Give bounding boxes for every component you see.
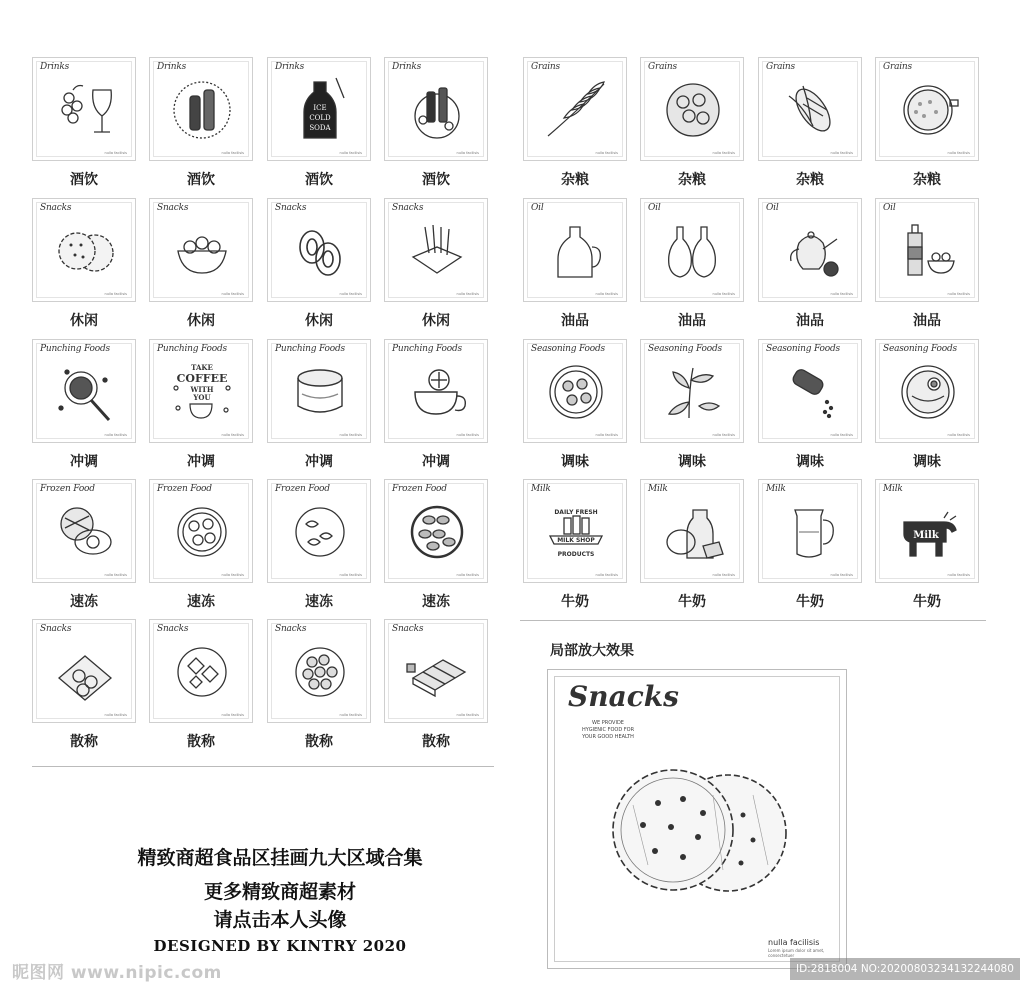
card-category: Drinks <box>40 62 70 72</box>
card-label: 冲调 <box>305 454 333 470</box>
zoom-brand: Snacks <box>568 680 679 713</box>
card-footer: nulla facilisis <box>339 433 362 437</box>
card-category: Frozen Food <box>392 484 447 494</box>
card-label: 油品 <box>678 313 706 329</box>
card-label: 调味 <box>913 454 941 470</box>
card-illustration <box>168 76 236 144</box>
card-category: Punching Foods <box>392 344 462 354</box>
coffee-text-1: TAKE <box>191 363 213 372</box>
card-footer: nulla facilisis <box>221 573 244 577</box>
card-illustration <box>777 498 845 566</box>
card-footer: nulla facilisis <box>947 151 970 155</box>
caption-line1: 精致商超食品区挂画九大区域合集 <box>137 847 423 869</box>
card-illustration <box>51 498 119 566</box>
card-footer: nulla facilisis <box>595 433 618 437</box>
card-category: Oil <box>766 203 779 213</box>
card-category: Frozen Food <box>40 484 95 494</box>
card-footer: nulla facilisis <box>947 292 970 296</box>
divider-right <box>520 620 986 621</box>
card-illustration <box>894 498 962 566</box>
card-category: Punching Foods <box>40 344 110 354</box>
ice-text-2: COLD <box>309 114 331 122</box>
caption-line4: DESIGNED BY KINTRY 2020 <box>153 937 407 955</box>
zoom-footer-title: nulla facilisis <box>768 938 820 947</box>
zoom-tagline-3: YOUR GOOD HEALTH <box>582 734 634 740</box>
poster-card-2-3 <box>384 339 488 443</box>
card-label: 散称 <box>187 734 215 750</box>
card-footer: nulla facilisis <box>595 151 618 155</box>
card-category: Punching Foods <box>157 344 227 354</box>
card-footer: nulla facilisis <box>456 713 479 717</box>
card-label: 散称 <box>70 734 98 750</box>
card-footer: nulla facilisis <box>830 292 853 296</box>
card-illustration <box>403 76 471 144</box>
poster-card-7-2 <box>758 339 862 443</box>
card-label: 油品 <box>561 313 589 329</box>
watermark-right: ID:2818004 NO:20200803234132244080 <box>790 958 1020 980</box>
card-illustration <box>777 358 845 426</box>
card-footer: nulla facilisis <box>104 713 127 717</box>
zoom-title: 局部放大效果 <box>550 643 634 659</box>
milkshop-text-3: PRODUCTS <box>557 551 595 558</box>
card-category: Oil <box>531 203 544 213</box>
card-footer: nulla facilisis <box>104 573 127 577</box>
ice-text-1: ICE <box>313 104 327 112</box>
card-illustration <box>542 358 610 426</box>
card-footer: nulla facilisis <box>712 292 735 296</box>
caption-line2: 更多精致商超素材 <box>203 881 356 903</box>
poster-card-6-0 <box>523 198 627 302</box>
card-label: 速冻 <box>305 594 333 610</box>
poster-card-5-1 <box>640 57 744 161</box>
card-illustration <box>168 217 236 285</box>
poster-card-5-0 <box>523 57 627 161</box>
card-footer: nulla facilisis <box>456 292 479 296</box>
coffee-text-4: YOU <box>193 393 211 402</box>
card-category: Frozen Food <box>157 484 212 494</box>
card-category: Snacks <box>157 624 189 634</box>
card-illustration <box>286 358 354 426</box>
caption-line3: 请点击本人头像 <box>213 909 347 931</box>
card-label: 速冻 <box>422 594 450 610</box>
card-category: Milk <box>766 484 786 494</box>
poster-card-6-3 <box>875 198 979 302</box>
card-category: Grains <box>883 62 912 72</box>
card-category: Snacks <box>157 203 189 213</box>
card-footer: nulla facilisis <box>221 292 244 296</box>
card-illustration <box>286 76 354 144</box>
poster-card-1-0 <box>32 198 136 302</box>
card-illustration <box>894 76 962 144</box>
card-illustration <box>51 638 119 706</box>
card-category: Oil <box>648 203 661 213</box>
divider-left <box>32 766 494 767</box>
poster-card-0-2 <box>267 57 371 161</box>
card-category: Seasoning Foods <box>883 344 957 354</box>
card-label: 杂粮 <box>796 172 824 188</box>
poster-card-0-3 <box>384 57 488 161</box>
card-label: 酒饮 <box>422 172 450 188</box>
milk-cow-text: Milk <box>913 530 939 541</box>
card-illustration <box>542 217 610 285</box>
card-category: Milk <box>531 484 551 494</box>
card-category: Drinks <box>392 62 422 72</box>
card-category: Frozen Food <box>275 484 330 494</box>
card-label: 休闲 <box>70 313 98 329</box>
poster-card-4-1 <box>149 619 253 723</box>
card-footer: nulla facilisis <box>339 573 362 577</box>
cracker-illustration <box>603 765 793 895</box>
poster-card-7-0 <box>523 339 627 443</box>
card-footer: nulla facilisis <box>712 151 735 155</box>
card-illustration <box>659 498 727 566</box>
zoom-footer-sub: Lorem ipsum dolor sit amet, consectetuer <box>768 948 825 958</box>
card-label: 牛奶 <box>561 594 589 610</box>
zoom-tagline <box>578 720 638 741</box>
poster-card-2-2 <box>267 339 371 443</box>
poster-card-4-2 <box>267 619 371 723</box>
card-footer: nulla facilisis <box>595 573 618 577</box>
zoom-tagline-2: HYGIENIC FOOD FOR <box>581 727 635 733</box>
card-category: Grains <box>531 62 560 72</box>
card-label: 牛奶 <box>678 594 706 610</box>
poster-card-3-0 <box>32 479 136 583</box>
zoom-tagline-1: WE PROVIDE <box>592 720 624 726</box>
card-category: Snacks <box>275 203 307 213</box>
poster-card-3-2 <box>267 479 371 583</box>
zoom-preview-card <box>547 669 847 969</box>
card-footer: nulla facilisis <box>221 151 244 155</box>
card-illustration <box>286 638 354 706</box>
card-category: Snacks <box>392 624 424 634</box>
card-illustration <box>168 638 236 706</box>
card-label: 散称 <box>305 734 333 750</box>
card-label: 酒饮 <box>70 172 98 188</box>
card-illustration <box>51 217 119 285</box>
card-category: Milk <box>648 484 668 494</box>
card-category: Snacks <box>40 624 72 634</box>
card-illustration <box>51 76 119 144</box>
poster-card-1-2 <box>267 198 371 302</box>
poster-card-4-3 <box>384 619 488 723</box>
card-footer: nulla facilisis <box>712 433 735 437</box>
card-category: Grains <box>648 62 677 72</box>
poster-card-0-0 <box>32 57 136 161</box>
card-category: Seasoning Foods <box>648 344 722 354</box>
poster-card-5-3 <box>875 57 979 161</box>
card-category: Oil <box>883 203 896 213</box>
card-category: Grains <box>766 62 795 72</box>
card-category: Snacks <box>40 203 72 213</box>
card-label: 牛奶 <box>913 594 941 610</box>
card-footer: nulla facilisis <box>339 713 362 717</box>
card-label: 散称 <box>422 734 450 750</box>
card-illustration <box>51 358 119 426</box>
card-footer: nulla facilisis <box>947 573 970 577</box>
card-illustration <box>542 498 610 566</box>
card-footer: nulla facilisis <box>104 151 127 155</box>
card-illustration <box>286 217 354 285</box>
card-label: 调味 <box>678 454 706 470</box>
card-illustration <box>659 358 727 426</box>
card-footer: nulla facilisis <box>221 713 244 717</box>
card-footer: nulla facilisis <box>830 573 853 577</box>
poster-card-1-1 <box>149 198 253 302</box>
poster-card-3-3 <box>384 479 488 583</box>
card-footer: nulla facilisis <box>104 433 127 437</box>
card-label: 酒饮 <box>187 172 215 188</box>
card-label: 调味 <box>561 454 589 470</box>
card-illustration <box>894 217 962 285</box>
card-label: 速冻 <box>70 594 98 610</box>
poster-card-3-1 <box>149 479 253 583</box>
poster-card-8-2 <box>758 479 862 583</box>
card-illustration <box>894 358 962 426</box>
poster-card-8-3 <box>875 479 979 583</box>
card-footer: nulla facilisis <box>456 573 479 577</box>
card-footer: nulla facilisis <box>947 433 970 437</box>
card-label: 杂粮 <box>913 172 941 188</box>
poster-card-6-2 <box>758 198 862 302</box>
card-label: 酒饮 <box>305 172 333 188</box>
card-illustration <box>403 498 471 566</box>
card-footer: nulla facilisis <box>830 433 853 437</box>
card-footer: nulla facilisis <box>456 151 479 155</box>
card-illustration <box>403 358 471 426</box>
card-label: 冲调 <box>422 454 450 470</box>
card-category: Drinks <box>275 62 305 72</box>
card-illustration <box>542 76 610 144</box>
card-label: 杂粮 <box>561 172 589 188</box>
card-illustration <box>659 217 727 285</box>
poster-card-2-1 <box>149 339 253 443</box>
coffee-text-3: WITH <box>190 385 214 394</box>
card-illustration <box>286 498 354 566</box>
card-illustration <box>659 76 727 144</box>
card-category: Milk <box>883 484 903 494</box>
milkshop-text-1: DAILY FRESH <box>554 509 598 516</box>
card-category: Drinks <box>157 62 187 72</box>
card-category: Seasoning Foods <box>531 344 605 354</box>
poster-card-2-0 <box>32 339 136 443</box>
card-label: 杂粮 <box>678 172 706 188</box>
poster-card-8-1 <box>640 479 744 583</box>
milkshop-text-2: MILK SHOP <box>557 537 595 544</box>
card-label: 休闲 <box>305 313 333 329</box>
card-label: 冲调 <box>187 454 215 470</box>
card-footer: nulla facilisis <box>595 292 618 296</box>
card-category: Snacks <box>392 203 424 213</box>
card-footer: nulla facilisis <box>712 573 735 577</box>
card-footer: nulla facilisis <box>339 292 362 296</box>
poster-card-6-1 <box>640 198 744 302</box>
poster-card-8-0 <box>523 479 627 583</box>
card-illustration <box>403 638 471 706</box>
card-label: 休闲 <box>187 313 215 329</box>
poster-card-1-3 <box>384 198 488 302</box>
card-category: Snacks <box>275 624 307 634</box>
card-footer: nulla facilisis <box>221 433 244 437</box>
card-footer: nulla facilisis <box>456 433 479 437</box>
poster-card-0-1 <box>149 57 253 161</box>
card-label: 冲调 <box>70 454 98 470</box>
poster-card-7-3 <box>875 339 979 443</box>
card-label: 油品 <box>796 313 824 329</box>
card-illustration <box>168 358 236 426</box>
coffee-text-2: COFFEE <box>176 372 228 385</box>
card-footer: nulla facilisis <box>830 151 853 155</box>
card-category: Punching Foods <box>275 344 345 354</box>
card-illustration <box>777 76 845 144</box>
card-illustration <box>777 217 845 285</box>
card-label: 牛奶 <box>796 594 824 610</box>
card-label: 油品 <box>913 313 941 329</box>
ice-text-3: SODA <box>309 124 331 132</box>
card-category: Seasoning Foods <box>766 344 840 354</box>
poster-card-7-1 <box>640 339 744 443</box>
card-footer: nulla facilisis <box>339 151 362 155</box>
poster-card-5-2 <box>758 57 862 161</box>
card-illustration <box>168 498 236 566</box>
card-label: 调味 <box>796 454 824 470</box>
card-label: 速冻 <box>187 594 215 610</box>
poster-card-4-0 <box>32 619 136 723</box>
card-footer: nulla facilisis <box>104 292 127 296</box>
card-illustration <box>403 217 471 285</box>
watermark-left: 昵图网 www.nipic.com <box>12 963 222 983</box>
card-label: 休闲 <box>422 313 450 329</box>
